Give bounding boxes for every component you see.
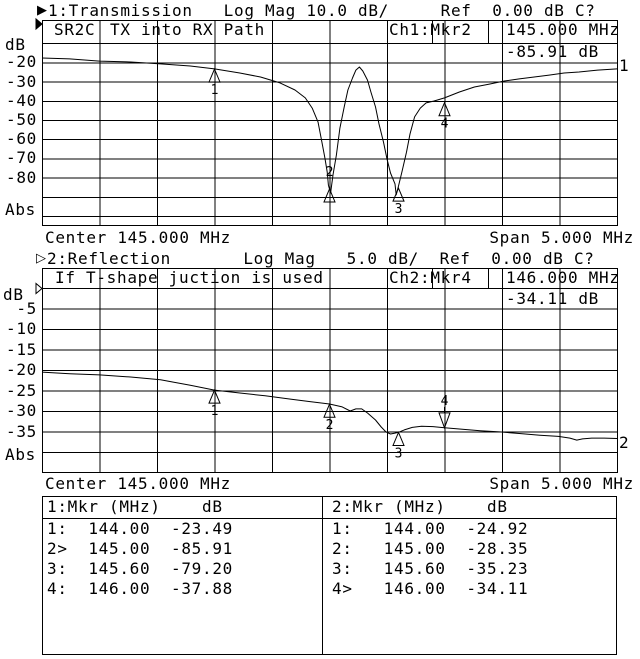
ch2-trace-number: 2 (619, 433, 630, 452)
ch2-marker-row: 3: 145.60 -35.23 (332, 559, 529, 578)
marker-symbol (393, 432, 404, 445)
marker-number: 2 (325, 418, 334, 434)
marker-table (42, 496, 617, 655)
ch2-axis-unit-label: dB (3, 285, 24, 304)
ch1-marker-readout-value: -85.91 dB (506, 42, 599, 61)
y-tick-label: -30 (6, 71, 37, 91)
ch1-span-freq: Span 5.000 MHz (489, 228, 634, 247)
y-tick-label: -30 (6, 401, 37, 420)
channel2-active-icon: ▷ (36, 251, 46, 266)
y-tick-label: -50 (6, 110, 37, 129)
channel1-active-icon: ▶ (37, 3, 47, 18)
marker-table-header-ch2: 2:Mkr (MHz) dB (332, 497, 508, 516)
marker-table-header-ch1: 1:Mkr (MHz) dB (47, 497, 223, 516)
ch1-marker-row: 4: 146.00 -37.88 (47, 579, 233, 598)
ch1-marker-row: 1: 144.00 -23.49 (47, 519, 233, 538)
ch2-marker-row: 2: 145.00 -28.35 (332, 539, 529, 558)
channel2-title-line: 2:Reflection Log Mag 5.0 dB/ Ref 0.00 dB C? (47, 249, 595, 268)
marker-number: 2 (325, 164, 334, 180)
y-tick-label: -80 (6, 167, 37, 187)
ch2-footer (45, 476, 634, 492)
ch2-axis-abs-label: Abs (5, 445, 36, 464)
ch2-band-label-mid: If T-shape juction is used (55, 268, 324, 287)
ch1-band-label-mid: TX into RX Path (110, 20, 265, 39)
ch1-trace-number: 1 (619, 56, 630, 75)
ch1-footer (45, 230, 634, 246)
ch2-marker-readout-label: Ch2:Mkr4 (389, 268, 472, 287)
y-tick-label: -70 (6, 148, 37, 168)
ch1-marker-row: 2> 145.00 -85.91 (47, 539, 233, 558)
y-tick-label: -40 (6, 90, 37, 110)
y-tick-label: -5 (16, 298, 37, 318)
ch2-marker-row: 1: 144.00 -24.92 (332, 519, 529, 538)
channel1-title-line: 1:Transmission Log Mag 10.0 dB/ Ref 0.00 dB C? (48, 1, 596, 20)
marker-number: 4 (440, 116, 449, 132)
marker-number: 3 (394, 202, 403, 218)
ch1-marker-readout-freq: 145.000 MHz (506, 20, 620, 39)
y-tick-label: -20 (6, 52, 37, 72)
ch1-axis-abs-label: Abs (5, 200, 36, 219)
ch1-axis-unit-label: dB (5, 35, 26, 54)
ch1-marker-readout-label: Ch1:Mkr2 (389, 20, 472, 39)
ch1-center-freq: Center 145.000 MHz (45, 228, 231, 247)
y-tick-label: -35 (6, 421, 37, 441)
ch1-band-label-left: SR2C (54, 20, 96, 39)
reference-level-icon (36, 19, 42, 29)
marker-number: 4 (440, 393, 449, 409)
marker-number: 3 (394, 446, 403, 462)
y-tick-label: -10 (6, 319, 37, 338)
y-tick-label: -15 (6, 339, 37, 359)
ch2-center-freq: Center 145.000 MHz (45, 474, 231, 493)
ch2-marker-readout-freq: 146.000 MHz (506, 268, 620, 287)
marker-symbol (393, 188, 404, 201)
y-tick-label: -25 (6, 380, 37, 400)
ch1-marker-row: 3: 145.60 -79.20 (47, 559, 233, 578)
marker-number: 1 (210, 404, 219, 420)
y-tick-label: -60 (6, 129, 37, 149)
marker-number: 1 (210, 83, 219, 99)
y-tick-label: -20 (6, 360, 37, 379)
ch2-marker-readout-value: -34.11 dB (506, 289, 599, 308)
ch2-span-freq: Span 5.000 MHz (489, 474, 634, 493)
reference-level-icon (36, 284, 42, 294)
marker-table-divider (322, 497, 323, 654)
ch2-marker-row: 4> 146.00 -34.11 (332, 579, 529, 598)
